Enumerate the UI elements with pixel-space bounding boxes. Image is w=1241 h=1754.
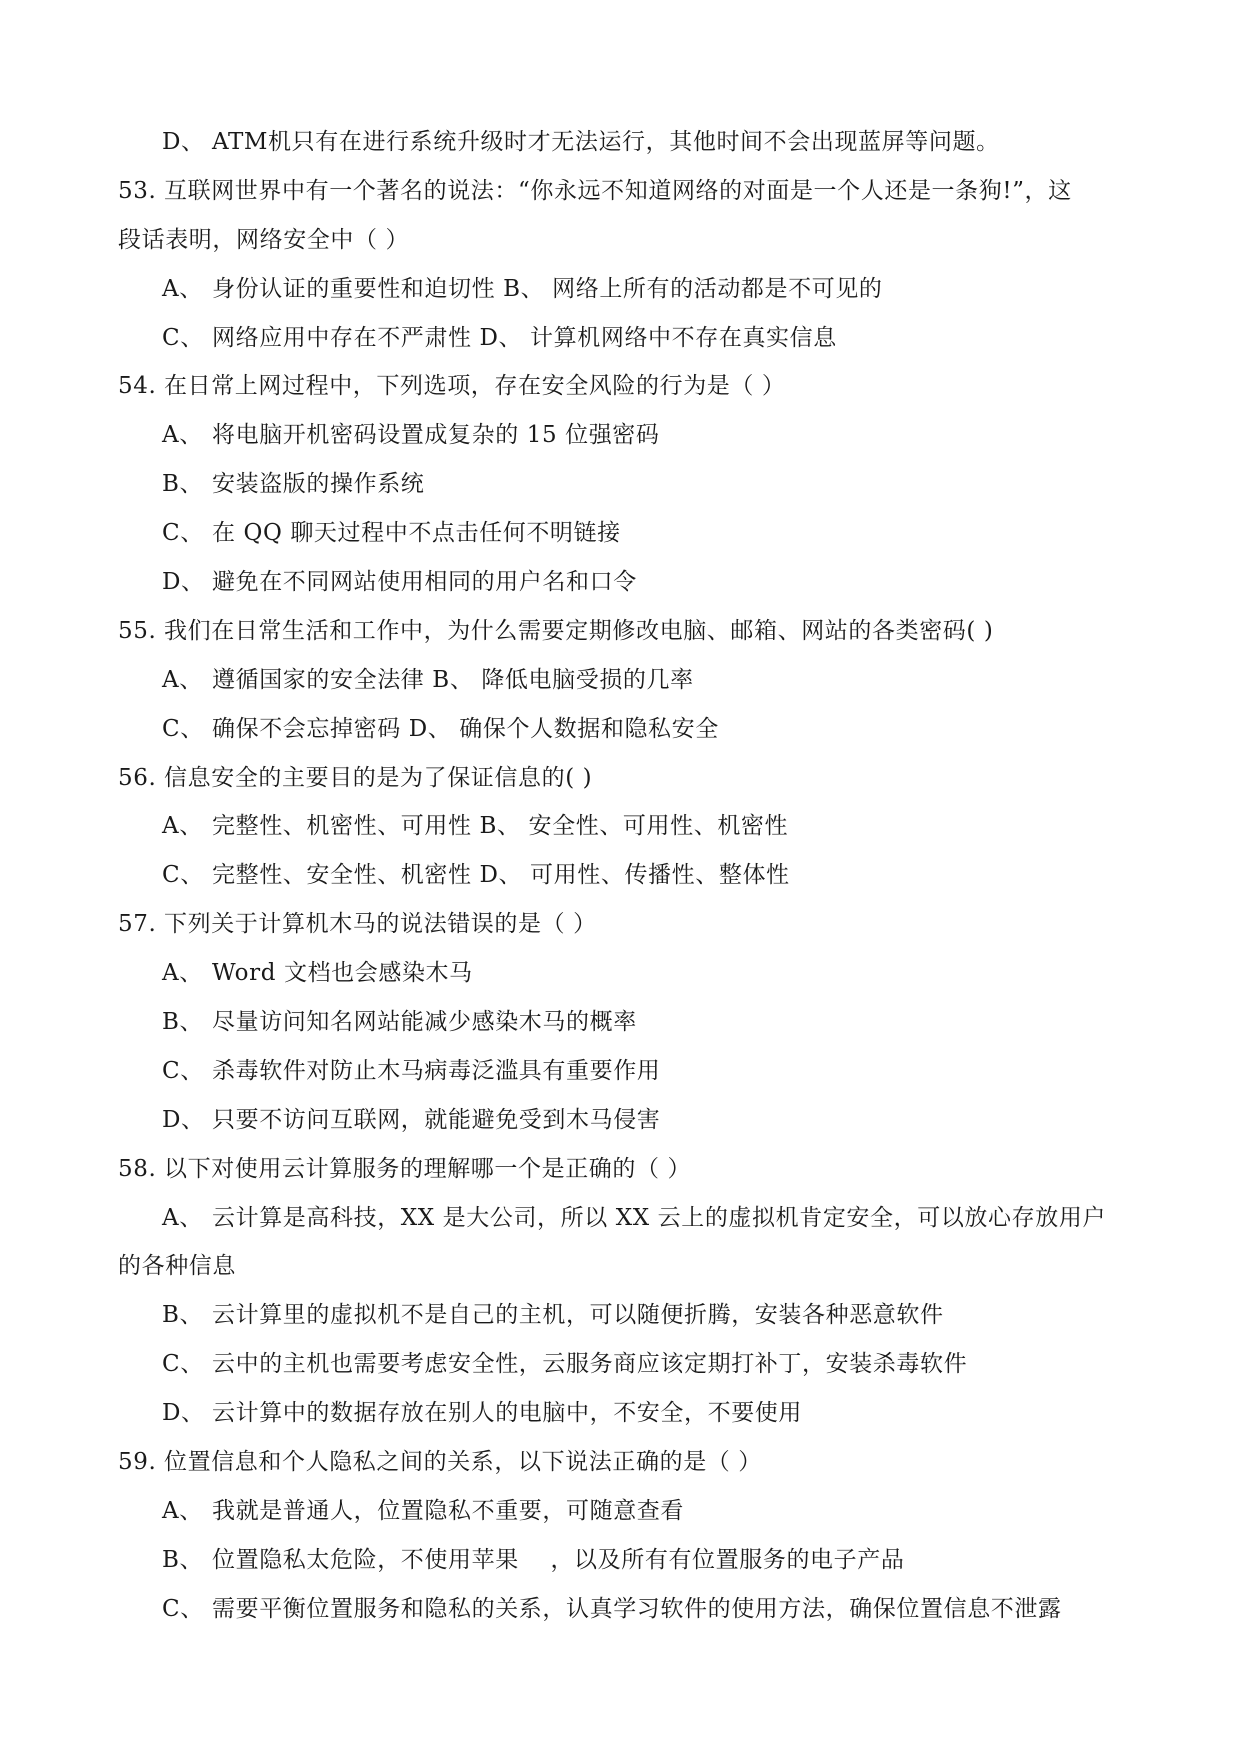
- option-text: 云计算里的虚拟机不是自己的主机，可以随便折腾，安装各种恶意软件: [212, 1302, 944, 1329]
- option-text: 尽量访问知名网站能减少感染木马的概率: [212, 1009, 637, 1036]
- option-label: D、: [162, 569, 205, 596]
- option-text: 完整性、机密性、可用性 B、 安全性、可用性、机密性: [212, 813, 789, 840]
- option-line: [118, 1194, 1128, 1243]
- option-label: C、: [162, 1595, 204, 1622]
- question-line: [118, 754, 1128, 803]
- option-label: A、: [162, 275, 203, 302]
- option-label: A、: [162, 1204, 203, 1231]
- option-line: [118, 1585, 1128, 1634]
- question-number: 59.: [118, 1449, 157, 1476]
- option-line: [118, 705, 1128, 754]
- question-number: 53.: [118, 177, 157, 204]
- option-text: 将电脑开机密码设置成复杂的 15 位强密码: [212, 422, 660, 449]
- option-line: [118, 558, 1128, 607]
- option-line: [118, 851, 1128, 900]
- option-line: [118, 411, 1128, 460]
- question-text: 下列关于计算机木马的说法错误的是（ ）: [164, 911, 597, 938]
- option-text: 网络应用中存在不严肃性 D、 计算机网络中不存在真实信息: [212, 324, 837, 351]
- option-text: 云中的主机也需要考虑安全性，云服务商应该定期打补丁，安装杀毒软件: [212, 1351, 968, 1378]
- question-line: [118, 167, 1128, 216]
- option-text: 在 QQ 聊天过程中不点击任何不明链接: [212, 520, 621, 547]
- question-line: [118, 1145, 1128, 1194]
- option-text: 云计算中的数据存放在别人的电脑中，不安全，不要使用: [212, 1400, 802, 1427]
- question-number: 56.: [118, 764, 157, 791]
- option-label: A、: [162, 960, 203, 987]
- option-label: C、: [162, 324, 204, 351]
- option-line: [118, 509, 1128, 558]
- option-text: 我就是普通人，位置隐私不重要，可随意查看: [212, 1497, 684, 1524]
- option-line: [118, 265, 1128, 314]
- question-number: 58.: [118, 1155, 157, 1182]
- option-label: A、: [162, 813, 203, 840]
- option-text: 完整性、安全性、机密性 D、 可用性、传播性、整体性: [212, 862, 790, 889]
- option-label: B、: [162, 1546, 204, 1573]
- option-line: [118, 949, 1128, 998]
- question-line: [118, 900, 1128, 949]
- option-label: B、: [162, 471, 204, 498]
- continuation-text: 的各种信息: [118, 1253, 236, 1280]
- option-line: [118, 656, 1128, 705]
- option-label: B、: [162, 1302, 204, 1329]
- option-line: [118, 460, 1128, 509]
- question-line: [118, 362, 1128, 411]
- option-text: 避免在不同网站使用相同的用户名和口令: [212, 569, 637, 596]
- option-label: D、: [162, 1106, 205, 1133]
- option-label: C、: [162, 520, 204, 547]
- continuation-line: [118, 216, 1128, 265]
- question-number: 55.: [118, 617, 157, 644]
- option-label: D、: [162, 129, 205, 155]
- option-text: Word 文档也会感染木马: [212, 960, 473, 987]
- question-text: 互联网世界中有一个著名的说法：“你永远不知道网络的对面是一个人还是一条狗!”，这: [164, 177, 1072, 204]
- option-line: [118, 998, 1128, 1047]
- option-label: B、: [162, 1009, 204, 1036]
- option-text: 杀毒软件对防止木马病毒泛滥具有重要作用: [212, 1057, 661, 1084]
- option-text: 需要平衡位置服务和隐私的关系，认真学习软件的使用方法，确保位置信息不泄露: [212, 1595, 1062, 1622]
- option-label: A、: [162, 666, 203, 693]
- question-number: 57.: [118, 911, 157, 938]
- option-text: 确保不会忘掉密码 D、 确保个人数据和隐私安全: [212, 715, 719, 742]
- option-text: 安装盗版的操作系统: [212, 471, 425, 498]
- option-line: [118, 1389, 1128, 1438]
- option-text: 遵循国家的安全法律 B、 降低电脑受损的几率: [212, 666, 694, 693]
- option-label: D、: [162, 1400, 205, 1427]
- option-text: 位置隐私太危险，不使用苹果 ，以及所有有位置服务的电子产品: [212, 1546, 905, 1573]
- question-text: 位置信息和个人隐私之间的关系，以下说法正确的是（ ）: [164, 1449, 762, 1476]
- question-text: 在日常上网过程中，下列选项，存在安全风险的行为是（ ）: [164, 373, 786, 400]
- option-line: [118, 314, 1128, 363]
- option-line: [118, 802, 1128, 851]
- exam-page: [118, 118, 1128, 1634]
- question-text: 以下对使用云计算服务的理解哪一个是正确的（ ）: [164, 1155, 692, 1182]
- option-line: [118, 1047, 1128, 1096]
- option-line: [118, 1291, 1128, 1340]
- option-label: C、: [162, 1057, 204, 1084]
- option-line: [118, 1340, 1128, 1389]
- continuation-text: 段话表明，网络安全中（ ）: [118, 226, 410, 253]
- question-number: 54.: [118, 373, 157, 400]
- option-text: 只要不访问互联网，就能避免受到木马侵害: [212, 1106, 661, 1133]
- option-label: C、: [162, 1351, 204, 1378]
- question-text: 我们在日常生活和工作中，为什么需要定期修改电脑、邮箱、网站的各类密码( ): [164, 617, 994, 644]
- option-label: C、: [162, 715, 204, 742]
- option-text: 云计算是高科技，XX 是大公司，所以 XX 云上的虚拟机肯定安全，可以放心存放用户: [212, 1204, 1107, 1231]
- option-label: A、: [162, 1497, 203, 1524]
- option-line: [118, 1096, 1128, 1145]
- question-line: [118, 1438, 1128, 1487]
- option-line: [118, 1536, 1128, 1585]
- option-line: [118, 118, 1128, 167]
- option-label: C、: [162, 862, 204, 889]
- continuation-line: [118, 1242, 1128, 1291]
- question-line: [118, 607, 1128, 656]
- option-label: A、: [162, 422, 203, 449]
- option-text: ATM机只有在进行系统升级时才无法运行，其他时间不会出现蓝屏等问题。: [212, 129, 1000, 155]
- option-line: [118, 1487, 1128, 1536]
- option-text: 身份认证的重要性和迫切性 B、 网络上所有的活动都是不可见的: [212, 275, 883, 302]
- question-text: 信息安全的主要目的是为了保证信息的( ): [164, 764, 593, 791]
